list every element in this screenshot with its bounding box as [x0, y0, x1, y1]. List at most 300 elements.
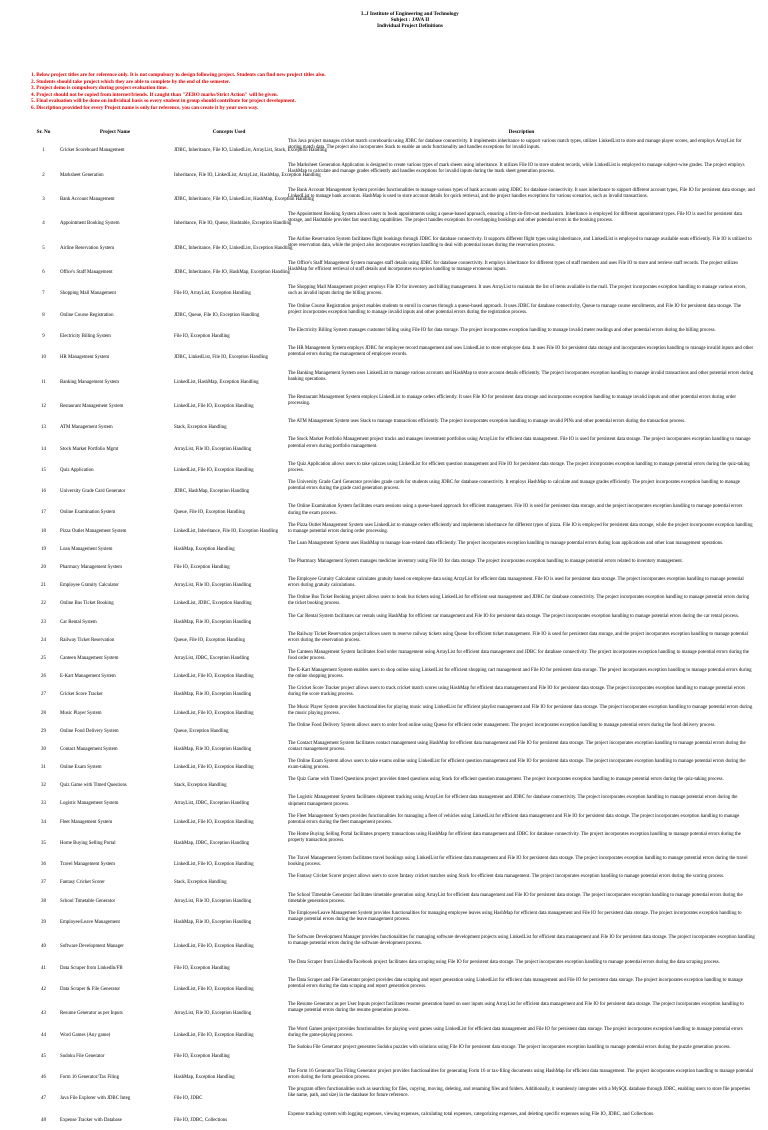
table-row — [29, 577, 757, 595]
concepts-cell: LinkedList, Inheritance, File IO, Exception Handling — [174, 528, 279, 534]
description-cell — [286, 462, 757, 480]
sr-no-cell: 42 — [41, 986, 46, 992]
note-line: 2. Students should take project which they are able to complete by the end of the semester. — [31, 78, 231, 85]
description-cell — [286, 188, 757, 212]
description-cell — [286, 741, 757, 759]
col-header-concepts: Concepts Used — [212, 128, 246, 135]
concepts-cell: HashMap, JDBC, Exception Handling — [174, 840, 250, 846]
project-name-cell: Online Food Delivery System — [60, 728, 119, 734]
col-header-project-name: Project Name — [99, 128, 131, 135]
table-row — [29, 668, 757, 686]
description-text: The Car Rental System facilitates car rentals using HashMap for efficient car management and File IO for persistent data storage. The project incorporates exception handling to manage potential errors during the car rental process. — [288, 613, 740, 619]
table-row — [29, 163, 757, 187]
concepts-cell: Inheritance, File IO, LinkedList, ArrayList, HashMap, Exception Handling — [174, 172, 321, 178]
description-cell — [286, 285, 757, 303]
description-cell — [286, 139, 757, 163]
project-name-cell: Marksheet Generation — [60, 172, 104, 178]
sr-no-cell: 9 — [42, 333, 45, 339]
table-row — [29, 759, 757, 777]
project-name-cell: Railway Ticket Reservation — [60, 637, 115, 643]
description-cell — [286, 978, 757, 1002]
description-cell — [286, 705, 757, 723]
concepts-cell: JDBC, Queue, File IO, Exception Handling — [174, 312, 260, 318]
sr-no-cell: 48 — [41, 1117, 46, 1123]
concepts-cell: ArrayList, File IO, Exception Handling — [174, 583, 252, 589]
sr-no-cell: 5 — [42, 245, 45, 251]
description-text: The Resume Generator as per User Inputs project facilitates resume generation based on user inputs using ArrayList for efficient data management and File IO for persistent data storage. The project incorporates exception handling to manage potential errors during the resume generation process. — [288, 1002, 744, 1014]
sr-no-cell: 33 — [41, 801, 46, 807]
sr-no-cell: 29 — [41, 728, 46, 734]
description-cell — [286, 504, 757, 522]
description-text: The Cricket Score Tracker project allows users to track cricket match scores using HashMap for efficient data management and File IO for persistent data storage. The project incorporates exception handling to manage potential errors during the score tracking process. — [288, 686, 746, 698]
concepts-cell: JDBC, HashMap, Exception Handling — [174, 489, 250, 495]
table-row — [29, 261, 757, 285]
project-name-cell: Logistic Management System — [60, 801, 119, 807]
description-cell — [286, 437, 757, 461]
sr-no-cell: 6 — [42, 270, 45, 276]
table-row — [29, 304, 757, 328]
description-cell — [286, 911, 757, 935]
table-row — [29, 504, 757, 522]
sr-no-cell: 37 — [41, 880, 46, 886]
concepts-cell: HashMap, File IO, Exception Handling — [174, 619, 252, 625]
project-name-cell: Canteen Management System — [60, 655, 119, 661]
table-header-row — [29, 124, 757, 139]
project-name-cell: Electricity Billing System — [60, 333, 111, 339]
sr-no-cell: 8 — [42, 312, 45, 318]
table-row — [29, 814, 757, 832]
description-text: The Fantasy Cricket Scorer project allows users to score fantasy cricket matches using Stack for efficient data management. The project incorporates exception handling to manage potential errors during the scoring process. — [288, 874, 725, 880]
project-name-cell: Online Examination System — [60, 510, 116, 516]
sr-no-cell: 25 — [41, 655, 46, 661]
concepts-cell: File IO, Exception Handling — [174, 565, 230, 571]
description-text: The Loan Management System uses HashMap to manage loan-related data efficiently. The project incorporates exception handling to manage potential errors during loan applications and other loan management operations. — [288, 540, 724, 546]
sr-no-cell: 17 — [41, 510, 46, 516]
project-name-cell: Shopping Mall Management — [60, 291, 116, 297]
project-name-cell: Contact Management System — [60, 746, 118, 752]
concepts-cell: JDBC, LinkedList, File IO, Exception Handling — [174, 355, 268, 361]
description-text: The Logistic Management System facilitates shipment tracking using ArrayList for efficient data management and JDBC for database connectivity. The project incorporates exception handling to manage potential errors during the shipment management process. — [288, 795, 738, 807]
sr-no-cell: 40 — [41, 944, 46, 950]
project-name-cell: Fantasy Cricket Scorer — [60, 880, 105, 886]
project-name-cell: Pharmacy Management System — [60, 565, 122, 571]
sr-no-cell: 47 — [41, 1096, 46, 1102]
concepts-cell: LinkedList, File IO, Exception Handling — [174, 1032, 254, 1038]
project-name-cell: Travel Management System — [60, 862, 115, 868]
concepts-cell: Inheritance, File IO, Queue, Hashtable, Exception Handling — [174, 221, 292, 227]
concepts-cell: HashMap, Exception Handling — [174, 546, 235, 552]
description-cell — [286, 632, 757, 650]
sr-no-cell: 46 — [41, 1075, 46, 1081]
concepts-cell: JDBC, Inheritance, File IO, LinkedList, Exception Handling — [174, 245, 293, 251]
concepts-cell: LinkedList, File IO, Exception Handling — [174, 404, 254, 410]
description-text: The Appointment Booking System allows users to book appointments using a queue-based approach, ensuring a first-in-first-out mechanism. Inheritance is employed for different appointment types. File IO is used for persistent data storage, and Hashtable provides fast searching capabilities. The project handles exceptions for overlapping bookings and other potential errors in the booking process. — [288, 212, 742, 224]
description-text: The Online Course Registration project enables students to enroll in courses through a queue-based approach. It uses JDBC for database connectivity, Queue to manage course enrollments, and File IO for persistent data storage. The project incorporates exception handling to manage invalid inputs and other potential errors during the registration process. — [288, 303, 742, 315]
description-text: The University Grade Card Generator provides grade cards for students using JDBC for database connectivity. It employs HashMap to calculate and manage grades efficiently. The project incorporates exception handling to manage potential errors during the grade card generation process. — [288, 480, 740, 492]
project-name-cell: University Grade Card Generator — [60, 489, 126, 495]
concepts-cell: Stack, Exception Handling — [174, 425, 227, 431]
table-row — [29, 188, 757, 212]
project-name-cell: Appointment Booking System — [60, 221, 120, 227]
description-text: The Railway Ticket Reservation project allows users to reserve railway tickets using Queue for efficient ticket management. File IO is used for persistent data storage, and the project incorporates exception handling to manage potential errors during the reservation process. — [288, 631, 748, 643]
table-row — [29, 328, 757, 346]
table-row — [29, 935, 757, 959]
table-row — [29, 237, 757, 261]
description-text: This Java project manages cricket match scoreboards using JDBC for database connectivity. It implements inheritance to support various match types, utilizes LinkedList to store and manage player scores, and employs ArrayList for storing match data. The project also incorporates Stack to enable an undo functionality and handles exceptions for invalid inputs. — [288, 139, 742, 151]
project-name-cell: Home Buying Selling Portal — [60, 840, 116, 846]
document-title: Individual Project Definitions — [377, 23, 443, 29]
sr-no-cell: 4 — [42, 221, 45, 227]
description-cell — [286, 577, 757, 595]
description-cell — [286, 686, 757, 704]
project-name-cell: E-Kart Management System — [60, 674, 116, 680]
projects-table — [29, 124, 757, 1130]
project-name-cell: Quiz Application — [60, 467, 94, 473]
description-cell — [286, 212, 757, 236]
sr-no-cell: 38 — [41, 898, 46, 904]
description-text: Expense tracking system with logging expenses, viewing expenses, calculating total expenses, categorizing expenses, and deleting specific expenses using File IO, JDBC, and Collections. — [288, 1111, 655, 1117]
sr-no-cell: 32 — [41, 783, 46, 789]
table-row — [29, 795, 757, 813]
table-row — [29, 419, 757, 437]
description-cell — [286, 163, 757, 187]
sr-no-cell: 36 — [41, 862, 46, 868]
project-name-cell: Car Rental System — [60, 619, 97, 625]
sr-no-cell: 7 — [42, 291, 45, 297]
note-line: 6. Discription provided for every Project name is only for reference, you can create it by your own way. — [31, 104, 259, 111]
sr-no-cell: 16 — [41, 489, 46, 495]
table-row — [29, 212, 757, 236]
concepts-cell: LinkedList, File IO, Exception Handling — [174, 710, 254, 716]
projects-table-body — [29, 139, 757, 1130]
description-text: The Employee/Leave Management System provides functionalities for managing employee leaves using HashMap for efficient data management and File IO for persistent data storage. The project incorporates exception handling to manage potential errors during the leave management process. — [288, 910, 742, 922]
description-cell — [286, 777, 757, 795]
concepts-cell: ArrayList, File IO, Exception Handling — [174, 446, 252, 452]
description-text: The Word Games project provides functionalities for playing word games using LinkedList for efficient data management and File IO for persistent data storage. The project incorporates exception handling to manage potential errors during the game-playing process. — [288, 1026, 743, 1038]
table-row — [29, 856, 757, 874]
institute-title: L.J Institute of Engineering and Technology — [361, 11, 459, 17]
concepts-cell: HashMap, File IO, Exception Handling — [174, 919, 252, 925]
concepts-cell: JDBC, Inheritance, File IO, HashMap, Exception Handling — [174, 270, 290, 276]
description-cell — [286, 795, 757, 813]
description-cell — [286, 328, 757, 346]
description-cell — [286, 261, 757, 285]
sr-no-cell: 30 — [41, 746, 46, 752]
concepts-cell: LinkedList, File IO, Exception Handling — [174, 819, 254, 825]
description-text: The School Timetable Generator facilitates timetable generation using ArrayList for efficient data management and File IO for persistent data storage. The project incorporates exception handling to manage potential errors during the timetable generation process. — [288, 892, 743, 904]
description-cell — [286, 419, 757, 437]
table-row — [29, 777, 757, 795]
table-row — [29, 893, 757, 911]
concepts-cell: LinkedList, File IO, Exception Handling — [174, 467, 254, 473]
concepts-cell: File IO, ArrayList, Exception Handling — [174, 291, 251, 297]
project-name-cell: Music Player System — [60, 710, 102, 716]
table-row — [29, 978, 757, 1002]
note-line: 5. Final evaluation will be done on individual basis so every student in group should contribute for project development. — [31, 98, 296, 105]
description-cell — [286, 1027, 757, 1045]
description-cell — [286, 595, 757, 613]
note-line: 4. Project should not be copied from internet/friends. If caught than "ZERO marks/Strict Action" will be given. — [31, 91, 278, 98]
sr-no-cell: 24 — [41, 637, 46, 643]
sr-no-cell: 2 — [42, 172, 45, 178]
description-text: The Office's Staff Management System manages staff details using JDBC for database connectivity. It employs inheritance for different types of staff members and uses File IO to store and retrieve staff records. The project utilizes HashMap for efficient retrieval of staff details and incorporates exception handling to manage erroneous inputs. — [288, 260, 739, 273]
sr-no-cell: 18 — [41, 528, 46, 534]
sr-no-cell: 22 — [41, 601, 46, 607]
description-cell — [286, 960, 757, 978]
table-row — [29, 1069, 757, 1087]
description-text: The Quiz Game with Timed Questions project provides timed questions using Stack for efficient question management. The project incorporates exception handling to manage potential errors during the quiz-taking process. — [288, 777, 724, 783]
project-name-cell: Sudoku File Generator — [60, 1053, 105, 1059]
project-name-cell: Online Bus Ticket Booking — [60, 601, 114, 607]
table-row — [29, 395, 757, 419]
sr-no-cell: 15 — [41, 467, 46, 473]
description-text: The Online Bus Ticket Booking project allows users to book bus tickets using LinkedList for efficient seat management and JDBC for database connectivity. The project incorporates exception handling to manage potential errors during the ticket booking process. — [288, 595, 750, 607]
description-text: The Data Scraper from LinkedIn/Facebook project facilitates data scraping using File IO for persistent data storage. The project incorporates exception handling to manage potential errors during the data scraping process. — [288, 959, 720, 965]
description-cell — [286, 371, 757, 395]
project-name-cell: ATM Management System — [60, 425, 113, 431]
project-name-cell: Stock Market Portfolio Mgmt — [60, 446, 119, 452]
description-text: The HR Management System employs JDBC for employee record management and uses LinkedList to store employee data. It uses File IO for persistent data storage and incorporates exception handling to manage invalid inputs and other potential errors during the management of employee records. — [288, 346, 754, 358]
table-row — [29, 686, 757, 704]
description-text: The Online Examination System facilitates exam sessions using a queue-based approach for efficient management. File IO is used for persistent data storage, and the project incorporates exception handling to manage potential errors during the exam process. — [288, 504, 743, 516]
table-row — [29, 1112, 757, 1130]
concepts-cell: ArrayList, File IO, Exception Handling — [174, 1011, 252, 1017]
concepts-cell: ArrayList, JDBC, Exception Handling — [174, 801, 250, 807]
concepts-cell: JDBC, Inheritance, File IO, LinkedList, ArrayList, Stack, Exception Handling — [174, 148, 327, 154]
project-name-cell: School Timetable Generator — [60, 898, 116, 904]
table-row — [29, 559, 757, 577]
description-cell — [286, 614, 757, 632]
sr-no-cell: 10 — [41, 355, 46, 361]
sr-no-cell: 28 — [41, 710, 46, 716]
table-row — [29, 437, 757, 461]
description-cell — [286, 346, 757, 370]
description-text: The Electricity Billing System manages customer billing using File IO for data storage. The project incorporates exception handling to manage invalid meter readings and other potential errors during the billing process. — [288, 327, 716, 333]
description-cell — [286, 856, 757, 874]
instructions-notes — [31, 72, 751, 112]
description-cell — [286, 759, 757, 777]
description-cell — [286, 237, 757, 261]
sr-no-cell: 27 — [41, 692, 46, 698]
subject-title: Subject : JAVA II — [390, 17, 430, 23]
sr-no-cell: 35 — [41, 840, 46, 846]
project-name-cell: HR Management System — [60, 355, 110, 361]
description-text: The Canteen Management System facilitates food order management using ArrayList for efficient data management and JDBC for database connectivity. The project incorporates exception handling to manage potential errors during the food order process. — [288, 649, 749, 662]
concepts-cell: LinkedList, File IO, Exception Handling — [174, 944, 254, 950]
concepts-cell: LinkedList, HashMap, Exception Handling — [174, 379, 259, 385]
table-row — [29, 960, 757, 978]
description-text: The Fleet Management System provides functionalities for managing a fleet of vehicles using LinkedList for efficient data management and File IO for persistent data storage. The project incorporates exception handling to manage potential errors during the fleet management process. — [288, 813, 740, 825]
description-text: The Sudoku File Generator project generates Sudoku puzzles with solutions using File IO for persistent data storage. The project incorporates exception handling to manage potential errors during the puzzle generation process. — [288, 1044, 731, 1050]
description-cell — [286, 935, 757, 959]
project-name-cell: Restaurant Management System — [60, 404, 124, 410]
description-text: The Pizza Outlet Management System uses LinkedList to manage orders efficiently and implements inheritance for different types of pizza. File IO is employed for persistent data storage, while the project incorporates exception handling to manage potential errors during order processing. — [288, 522, 753, 534]
sr-no-cell: 34 — [41, 819, 46, 825]
description-cell — [286, 523, 757, 541]
description-text: The program offers functionalities such as searching for files, copying, moving, deleting, and renaming files and folders. Additionally, it seamlessly integrates with a MySQL database through JDBC, enabling users to store file properties like name, path, and size) in the database for future reference. — [288, 1087, 751, 1099]
table-row — [29, 741, 757, 759]
description-text: The Bank Account Management System provides functionalities to manage various types of bank accounts using JDBC for database connectivity. It uses inheritance to support different account types, File IO for persistent data storage, and LinkedList to manage bank accounts. HashMap is used to store account details for quick retrieval, and the project handles exceptions for various scenarios, such as invalid transactions. — [288, 187, 755, 199]
table-row — [29, 346, 757, 370]
description-cell — [286, 480, 757, 504]
table-row — [29, 911, 757, 935]
concepts-cell: LinkedList, File IO, Exception Handling — [174, 765, 254, 771]
sr-no-cell: 19 — [41, 546, 46, 552]
table-row — [29, 705, 757, 723]
note-line: 3. Project demo is compulsory during project evaluation time. — [31, 85, 168, 92]
table-row — [29, 874, 757, 892]
concepts-cell: File IO, Exception Handling — [174, 965, 230, 971]
description-text: The Online Exam System allows users to take exams online using LinkedList for efficient question management and File IO for persistent data storage. The project incorporates exception handling to manage potential errors during the exam-taking process. — [288, 759, 746, 771]
sr-no-cell: 21 — [41, 583, 46, 589]
project-name-cell: Form 16 Generator/Tax Filing — [60, 1075, 120, 1081]
project-name-cell: Online Course Registration — [60, 312, 114, 318]
concepts-cell: File IO, Exception Handling — [174, 333, 230, 339]
description-cell — [286, 541, 757, 559]
table-row — [29, 523, 757, 541]
description-text: The Data Scraper and File Generator project provides data scraping and report generation using LinkedList for efficient data management and File IO for persistent data storage. The project incorporates exception handling to manage potential errors during the data scraping and report generation process. — [288, 977, 743, 989]
table-row — [29, 1045, 757, 1069]
project-name-cell: Word Games (Any game) — [60, 1032, 111, 1038]
description-cell — [286, 650, 757, 668]
concepts-cell: ArrayList, JDBC, Exception Handling — [174, 655, 250, 661]
project-name-cell: Bank Account Management — [60, 196, 115, 202]
table-row — [29, 1087, 757, 1111]
description-text: The Airline Reservation System facilitates flight bookings through JDBC for database connectivity. It supports different flight types using inheritance, and LinkedList is employed to manage available seats efficiently. File IO is utilized to store reservation data, while the project also incorporates exception handling to deal with potential issues during the reservation process. — [288, 236, 752, 248]
description-cell — [286, 395, 757, 419]
sr-no-cell: 31 — [41, 765, 46, 771]
project-name-cell: Employee Gratuity Calculator — [60, 583, 119, 589]
description-text: The Home Buying Selling Portal facilitates property transactions using HashMap for efficient data management and JDBC for database connectivity. The project incorporates exception handling to manage potential errors during the property transaction process. — [288, 831, 741, 843]
concepts-cell: ArrayList, File IO, Exception Handling — [174, 898, 252, 904]
concepts-cell: HashMap, Exception Handling — [174, 1075, 235, 1081]
table-row — [29, 462, 757, 480]
project-name-cell: Data Scraper & File Generator — [60, 986, 121, 992]
project-name-cell: Data Scraper from LinkedIn/FB — [60, 965, 123, 971]
table-row — [29, 614, 757, 632]
description-text: The Travel Management System facilitates travel bookings using LinkedList for efficient data management and File IO for persistent data storage. The project incorporates exception handling to manage potential errors during the travel booking process. — [288, 856, 748, 868]
sr-no-cell: 14 — [41, 446, 46, 452]
description-text: The E-Kart Management System enables users to shop online using LinkedList for efficient shopping cart management and File IO for persistent data storage. The project incorporates exception handling to manage potential errors during the online shopping process. — [288, 668, 752, 680]
description-text: The Marksheet Generation Application is designed to create various types of mark sheets using inheritance. It utilizes File IO to store student records, while LinkedList is employed to manage subject-wise grades. The project employs HashMap to calculate and manage grades efficiently and handles exceptions for invalid inputs during the mark sheet generation process. — [288, 163, 745, 175]
concepts-cell: Queue, File IO, Exception Handling — [174, 637, 245, 643]
concepts-cell: File IO, JDBC — [174, 1096, 203, 1102]
description-cell — [286, 1069, 757, 1087]
table-row — [29, 371, 757, 395]
sr-no-cell: 20 — [41, 565, 46, 571]
description-cell — [286, 874, 757, 892]
note-line: 1. Below project titles are for reference only. It is not compulsory to design following project. Students can find new project titles also. — [31, 72, 326, 78]
description-text: The Quiz Application allows users to take quizzes using LinkedList for efficient question management and File IO for persistent data storage. The project incorporates exception handling to manage potential errors during the quiz-taking process. — [288, 461, 750, 473]
table-row — [29, 650, 757, 668]
project-name-cell: Quiz Game with Timed Questions — [60, 783, 127, 789]
sr-no-cell: 45 — [41, 1053, 46, 1059]
concepts-cell: LinkedList, File IO, Exception Handling — [174, 986, 254, 992]
table-row — [29, 832, 757, 856]
concepts-cell: HashMap, File IO, Exception Handling — [174, 692, 252, 698]
project-name-cell: Office's Staff Management — [60, 270, 113, 276]
concepts-cell: Queue, File IO, Exception Handling — [174, 510, 245, 516]
project-name-cell: Java File Explorer with JDBC Integ — [60, 1096, 131, 1102]
col-header-sr-no: Sr. No — [36, 128, 51, 135]
sr-no-cell: 39 — [41, 919, 46, 925]
concepts-cell: Stack, Exception Handling — [174, 880, 227, 886]
sr-no-cell: 1 — [42, 148, 45, 154]
description-text: The Online Food Delivery System allows users to order food online using Queue for efficient order management. The project incorporates exception handling to manage potential errors during the food delivery process. — [288, 722, 716, 728]
project-name-cell: Banking Management System — [60, 379, 119, 385]
description-cell — [286, 668, 757, 686]
concepts-cell: File IO, Exception Handling — [174, 1053, 230, 1059]
table-row — [29, 595, 757, 613]
description-cell — [286, 1002, 757, 1026]
sr-no-cell: 43 — [41, 1011, 46, 1017]
description-cell — [286, 893, 757, 911]
description-text: The Employee Gratuity Calculator calculates gratuity based on employee data using ArrayList for efficient data management. File IO is used for persistent data storage. The project incorporates exception handling to manage potential errors during gratuity calculations. — [288, 577, 744, 589]
project-name-cell: Loan Management System — [60, 546, 113, 552]
project-name-cell: Pizza Outlet Management System — [60, 528, 127, 534]
project-name-cell: Software Development Manager — [60, 944, 124, 950]
description-cell — [286, 559, 757, 577]
project-name-cell: Online Exam System — [60, 765, 102, 771]
description-text: The Software Development Manager provides functionalities for managing software development projects using LinkedList for efficient data management and File IO for persistent data storage. The project incorporates exception handling to manage potential errors during the software development process. — [288, 935, 755, 947]
sr-no-cell: 11 — [41, 379, 46, 385]
table-row — [29, 480, 757, 504]
project-name-cell: Cricket Score Tracker — [60, 692, 103, 698]
description-cell — [286, 1112, 757, 1130]
project-name-cell: Fleet Management System — [60, 819, 113, 825]
project-name-cell: Cricket Scoreboard Management — [60, 148, 125, 154]
description-text: The Banking Management System uses LinkedList to manage various accounts and HashMap to store account details efficiently. The project incorporates exception handling to manage invalid transactions and other potential errors during banking operations. — [288, 370, 754, 382]
sr-no-cell: 3 — [42, 196, 45, 202]
sr-no-cell: 41 — [41, 965, 46, 971]
description-cell — [286, 1045, 757, 1069]
sr-no-cell: 13 — [41, 425, 46, 431]
description-text: The Form 16 Generator/Tax Filing Generator project provides functionalities for generating Form 16 or tax-filing documents using HashMap for efficient data management. The project incorporates exception handling to manage potential errors during the form generation process. — [288, 1069, 754, 1081]
table-row — [29, 632, 757, 650]
concepts-cell: JDBC, Inheritance, File IO, LinkedList, HashMap, Exception Handling — [174, 196, 314, 202]
table-row — [29, 541, 757, 559]
description-text: The Music Player System provides functionalities for playing music using LinkedList for efficient playlist management and File IO for persistent data storage. The project incorporates exception handling to manage potential errors during the music playing process. — [288, 704, 753, 716]
table-row — [29, 723, 757, 741]
project-name-cell: Resume Generator as per Inputs — [60, 1011, 123, 1017]
project-name-cell: Employee/Leave Management — [60, 919, 120, 925]
description-cell — [286, 1087, 757, 1111]
sr-no-cell: 44 — [41, 1032, 46, 1038]
description-cell — [286, 814, 757, 832]
table-row — [29, 1027, 757, 1045]
sr-no-cell: 12 — [41, 404, 46, 410]
sr-no-cell: 23 — [41, 619, 46, 625]
project-name-cell: Airline Reservation System — [60, 245, 115, 251]
concepts-cell: HashMap, File IO, Exception Handling — [174, 746, 252, 752]
table-row — [29, 1002, 757, 1026]
concepts-cell: Queue, Exception Handling — [174, 728, 229, 734]
description-text: The Shopping Mall Management project employs File IO for inventory and billing management. It uses ArrayList to maintain the list of items available in the mall. The project incorporates exception handling to manage various errors, such as invalid inputs during the billing process. — [288, 285, 747, 297]
description-cell — [286, 304, 757, 328]
description-text: The Restaurant Management System employs LinkedList to manage orders efficiently. It uses File IO for persistent data storage and incorporates exception handling to manage invalid inputs and other potential errors during order processing. — [288, 394, 737, 406]
table-row — [29, 285, 757, 303]
description-text: The ATM Management System uses Stack to manage transactions efficiently. The project incorporates exception handling to manage invalid PINs and other potential errors during the transaction process. — [288, 419, 686, 425]
concepts-cell: Stack, Exception Handling — [174, 783, 227, 789]
project-name-cell: Expense Tracker with Database — [60, 1117, 122, 1123]
description-cell — [286, 723, 757, 741]
description-text: The Stock Market Portfolio Management project tracks and manages investment portfolios using ArrayList for efficient data management. File IO is used for persistent data storage. The project incorporates exception handling to manage potential errors during portfolio management. — [288, 437, 751, 449]
concepts-cell: File IO, JDBC, Collections — [174, 1117, 228, 1123]
description-text: The Pharmacy Management System manages medicine inventory using File IO for data storage. The project incorporates exception handling to manage potential errors related to inventory management. — [288, 559, 683, 564]
description-text: The Contact Management System facilitates contact management using HashMap for efficient data management and File IO for persistent data storage. The project incorporates exception handling to manage potential errors during the contact management process. — [288, 740, 746, 752]
concepts-cell: LinkedList, JDBC, Exception Handling — [174, 601, 252, 607]
concepts-cell: LinkedList, File IO, Exception Handling — [174, 862, 254, 868]
